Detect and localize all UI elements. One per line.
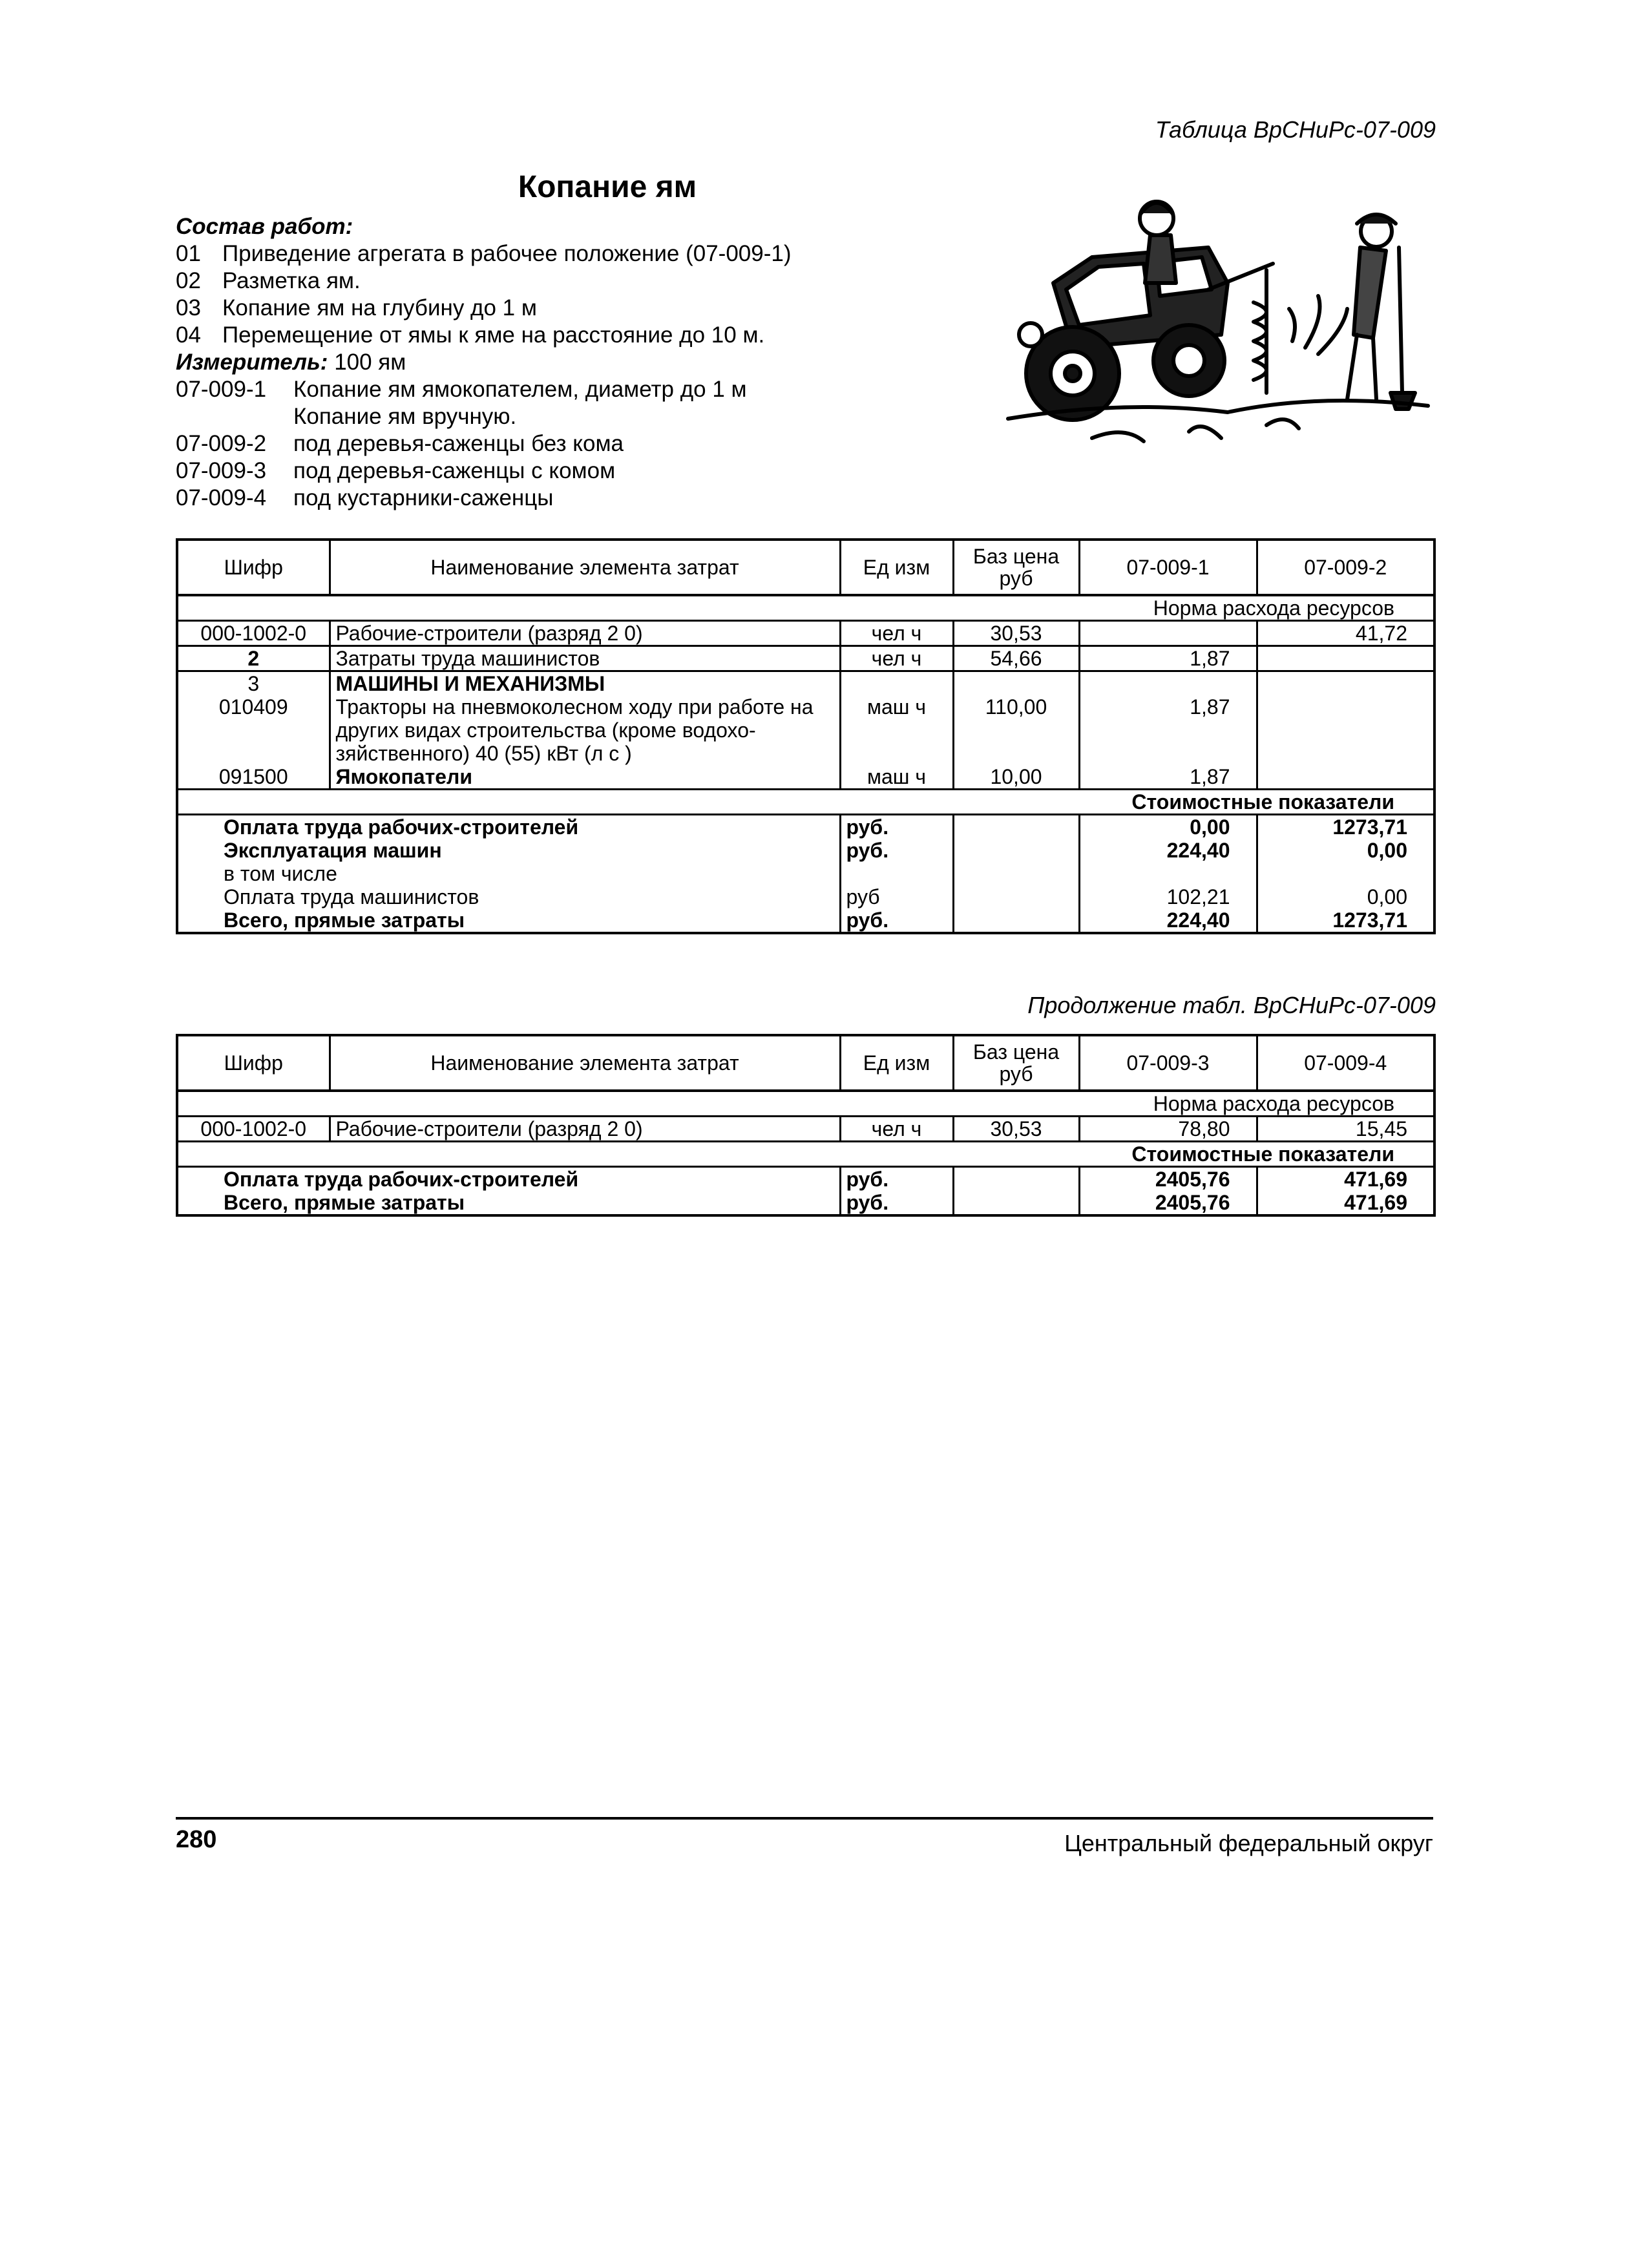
resource-table-1 bbox=[176, 538, 1436, 934]
footer-region: Центральный федеральный округ bbox=[1064, 1830, 1433, 1856]
col-header-variant-a: 07-009-1 bbox=[1079, 540, 1257, 595]
col-header-variant-b: 07-009-2 bbox=[1257, 540, 1434, 595]
continuation-caption: Продолжение табл. ВрСНиРс-07-009 bbox=[1027, 992, 1436, 1018]
col-header-variant-b: 07-009-4 bbox=[1257, 1035, 1434, 1091]
resource-table-2 bbox=[176, 1034, 1436, 1217]
work-description bbox=[176, 213, 1067, 512]
col-header-unit: Ед изм bbox=[840, 540, 953, 595]
work-item: 02 Разметка ям. bbox=[176, 268, 361, 293]
col-header-price: Баз цена руб bbox=[953, 1035, 1079, 1091]
work-item: 04 Перемещение от ямы к яме на расстояние до 10 м. bbox=[176, 322, 765, 348]
variant-item: 07-009-4 под кустарники-саженцы bbox=[176, 485, 554, 510]
table-row: 2 Затраты труда машинистов чел ч 54,66 1,87 bbox=[177, 646, 1434, 671]
cost-row: Эксплуатация машин руб. 224,40 0,00 bbox=[177, 839, 1434, 862]
variant-item: Копание ям вручную. bbox=[293, 404, 517, 429]
work-composition-title: Состав работ: bbox=[176, 214, 353, 239]
cost-row: Оплата труда рабочих-строителей руб. 2405,76 471,69 bbox=[177, 1167, 1434, 1192]
variant-item: 07-009-2 под деревья-саженцы без кома bbox=[176, 431, 624, 456]
work-item: 03 Копание ям на глубину до 1 м bbox=[176, 295, 537, 320]
cost-row: Оплата труда машинистов руб 102,21 0,00 bbox=[177, 885, 1434, 908]
variant-item: 07-009-3 под деревья-саженцы с комом bbox=[176, 458, 616, 483]
meter: Измеритель: 100 ям bbox=[176, 350, 406, 375]
work-item: 01 Приведение агрегата в рабочее положение (07-009-1) bbox=[176, 241, 792, 266]
table-row: 3 МАШИНЫ И МЕХАНИЗМЫ bbox=[177, 671, 1434, 696]
tractor-auger-worker-icon bbox=[995, 186, 1434, 451]
variant-item: 07-009-1 Копание ям ямокопателем, диаметр до 1 м bbox=[176, 377, 747, 402]
col-header-code: Шифр bbox=[177, 1035, 330, 1091]
footer-divider bbox=[176, 1817, 1433, 1820]
table-row: 091500 Ямокопатели маш ч 10,00 1,87 bbox=[177, 765, 1434, 790]
col-header-price: Баз цена руб bbox=[953, 540, 1079, 595]
table-row: 010409 Тракторы на пневмоколесном ходу при работе на других видах строительства (кроме водохо-зяйственного) 40 (55) кВт (л с ) маш ч 110,00 1,87 bbox=[177, 695, 1434, 765]
col-header-unit: Ед изм bbox=[840, 1035, 953, 1091]
table-row: 000-1002-0 Рабочие-строители (разряд 2 0) чел ч 30,53 41,72 bbox=[177, 621, 1434, 646]
col-header-name: Наименование элемента затрат bbox=[330, 540, 840, 595]
cost-row: Всего, прямые затраты руб. 2405,76 471,69 bbox=[177, 1191, 1434, 1215]
section-header-cost: Стоимостные показатели bbox=[177, 1142, 1434, 1167]
section-header-norm: Норма расхода ресурсов bbox=[177, 1091, 1434, 1117]
cost-row: в том числе bbox=[177, 862, 1434, 885]
table-row: 000-1002-0 Рабочие-строители (разряд 2 0) чел ч 30,53 78,80 15,45 bbox=[177, 1117, 1434, 1142]
page-number: 280 bbox=[176, 1826, 217, 1853]
table-caption: Таблица ВрСНиРс-07-009 bbox=[1155, 116, 1436, 143]
cost-row: Всего, прямые затраты руб. 224,40 1273,71 bbox=[177, 908, 1434, 933]
col-header-variant-a: 07-009-3 bbox=[1079, 1035, 1257, 1091]
section-header-norm: Норма расхода ресурсов bbox=[177, 595, 1434, 621]
col-header-code: Шифр bbox=[177, 540, 330, 595]
cost-row: Оплата труда рабочих-строителей руб. 0,00 1273,71 bbox=[177, 815, 1434, 839]
col-header-name: Наименование элемента затрат bbox=[330, 1035, 840, 1091]
page-title: Копание ям bbox=[518, 170, 697, 204]
section-header-cost: Стоимостные показатели bbox=[177, 790, 1434, 815]
